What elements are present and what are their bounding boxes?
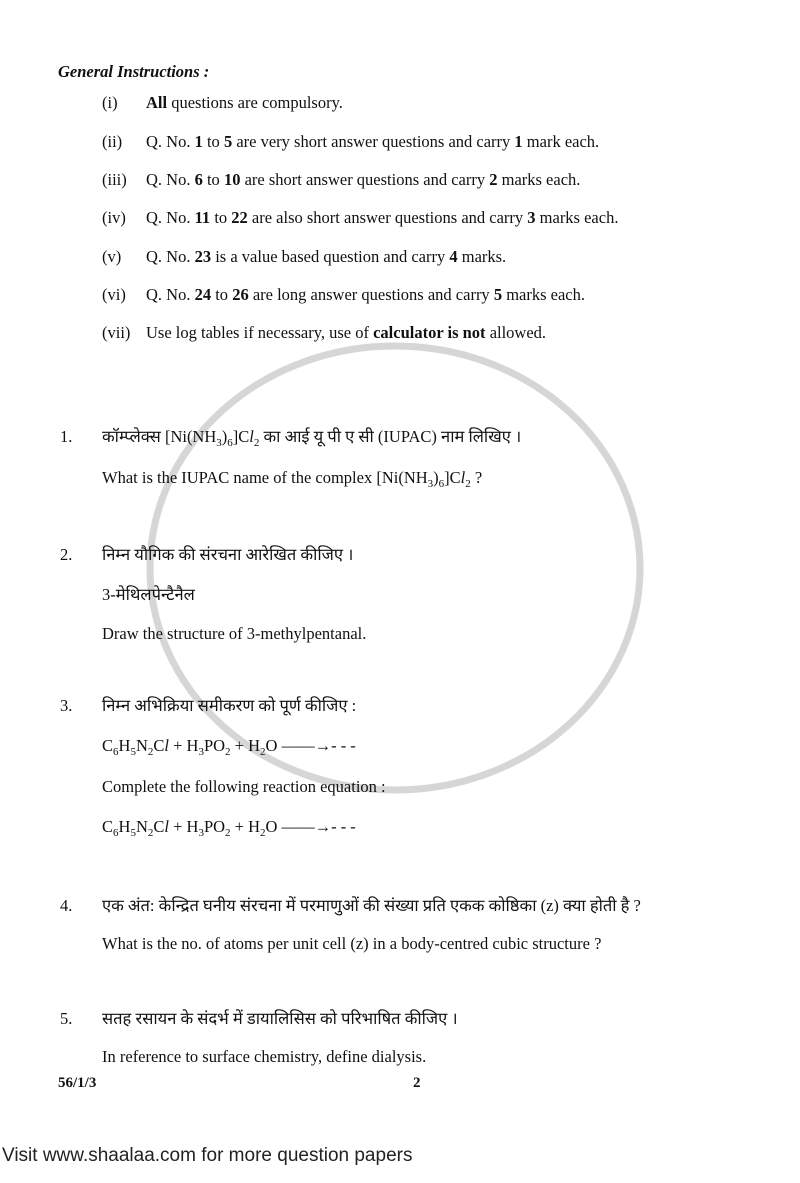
text-run: to bbox=[211, 285, 233, 304]
question-line bbox=[102, 585, 195, 605]
subscript: 6 bbox=[113, 827, 119, 839]
text-run: questions are compulsory. bbox=[167, 93, 343, 112]
text-run: O ——→- - - bbox=[265, 736, 356, 755]
text-run: PO bbox=[203, 736, 226, 755]
text-run: ) bbox=[433, 468, 439, 487]
text-run: ) bbox=[221, 427, 228, 446]
question-line bbox=[102, 777, 386, 797]
question-line bbox=[102, 817, 356, 837]
text-run: What is the IUPAC name of the complex [Ni(NH bbox=[102, 468, 428, 487]
text-run: marks each. bbox=[502, 285, 585, 304]
text-run: 11 bbox=[194, 208, 211, 227]
text-run: 6 bbox=[194, 170, 203, 189]
instruction-number: (vii) bbox=[102, 323, 131, 342]
general-instructions-heading: General Instructions : bbox=[58, 62, 210, 81]
question-line bbox=[102, 545, 353, 565]
instruction-number: (vi) bbox=[102, 285, 126, 304]
text-run: Complete the following reaction equation : bbox=[102, 777, 386, 796]
subscript: 2 bbox=[147, 746, 154, 758]
text-run: 3 bbox=[527, 208, 536, 227]
subscript: 2 bbox=[260, 827, 266, 839]
subscript: 5 bbox=[130, 746, 136, 758]
text-run: ]C bbox=[444, 468, 461, 487]
instruction-text bbox=[146, 247, 506, 267]
text-run: 26 bbox=[232, 285, 249, 304]
text-run: calculator is not bbox=[373, 323, 486, 342]
instruction-number: (v) bbox=[102, 247, 122, 266]
question-line bbox=[102, 468, 482, 488]
question-line bbox=[102, 934, 601, 954]
instruction-number: (ii) bbox=[102, 132, 123, 151]
text-run: Use log tables if necessary, use of bbox=[146, 323, 374, 342]
question-line bbox=[102, 1047, 426, 1067]
text-run: C bbox=[153, 817, 165, 836]
text-run: to bbox=[202, 132, 224, 151]
text-run: l bbox=[249, 427, 254, 446]
text-run: 24 bbox=[194, 285, 212, 304]
text-run: सतह रसायन के संदर्भ में डायालिसिस को परिभाषित कीजिए । bbox=[102, 1009, 458, 1028]
text-run: N bbox=[135, 736, 148, 755]
question-number: 5. bbox=[60, 1009, 73, 1028]
subscript: 3 bbox=[216, 437, 222, 449]
question-line bbox=[102, 736, 356, 756]
instruction-text bbox=[146, 93, 343, 113]
text-run: Q. No. bbox=[146, 170, 195, 189]
text-run: Draw the structure of 3-methylpentanal. bbox=[102, 624, 367, 643]
subscript: 2 bbox=[147, 827, 154, 839]
subscript: 2 bbox=[260, 746, 266, 758]
subscript: 6 bbox=[227, 437, 233, 449]
text-run: H bbox=[118, 817, 131, 836]
text-run: का आई यू पी ए सी (IUPAC) नाम लिखिए । bbox=[259, 427, 522, 446]
text-run: निम्न अभिक्रिया समीकरण को पूर्ण कीजिए : bbox=[102, 696, 357, 715]
text-run: l bbox=[164, 817, 169, 836]
text-run: are short answer questions and carry bbox=[240, 170, 490, 189]
text-run: marks each. bbox=[535, 208, 619, 227]
instruction-text bbox=[146, 132, 599, 152]
subscript: 2 bbox=[225, 827, 231, 839]
text-run: 4 bbox=[449, 247, 458, 266]
text-run: are long answer questions and carry bbox=[248, 285, 494, 304]
text-run: 22 bbox=[231, 208, 248, 227]
text-run: 5 bbox=[493, 285, 503, 304]
subscript: 3 bbox=[198, 827, 204, 839]
question-number: 2. bbox=[60, 545, 73, 564]
question-line bbox=[102, 427, 521, 447]
text-run: are very short answer questions and carry bbox=[232, 132, 515, 151]
question-number: 4. bbox=[60, 896, 73, 915]
text-run: 23 bbox=[194, 247, 212, 266]
text-run: is a value based question and carry bbox=[211, 247, 450, 266]
text-run: + H bbox=[168, 736, 199, 755]
instruction-number: (iii) bbox=[102, 170, 127, 189]
subscript: 3 bbox=[198, 746, 204, 758]
text-run: + H bbox=[230, 736, 261, 755]
text-run: Q. No. bbox=[146, 132, 195, 151]
instruction-text bbox=[146, 323, 546, 343]
question-line bbox=[102, 624, 366, 644]
page-number: 2 bbox=[413, 1075, 421, 1091]
text-run: PO bbox=[203, 817, 226, 836]
question-line bbox=[102, 696, 356, 716]
text-run: to bbox=[210, 208, 232, 227]
text-run: + H bbox=[168, 817, 199, 836]
text-run: N bbox=[135, 817, 148, 836]
text-run: 3-मेथिलपेन्टैनैल bbox=[102, 585, 195, 604]
text-run: allowed. bbox=[485, 323, 547, 342]
text-run: In reference to surface chemistry, define dialysis. bbox=[102, 1047, 427, 1066]
text-run: H bbox=[118, 736, 131, 755]
text-run: mark each. bbox=[522, 132, 600, 151]
subscript: 5 bbox=[130, 827, 136, 839]
instruction-text bbox=[146, 208, 618, 228]
text-run: C bbox=[102, 817, 114, 836]
text-run: Q. No. bbox=[146, 285, 195, 304]
instruction-text bbox=[146, 170, 580, 190]
instruction-number: (iv) bbox=[102, 208, 126, 227]
text-run: निम्न यौगिक की संरचना आरेखित कीजिए । bbox=[102, 545, 354, 564]
text-run: ]C bbox=[232, 427, 250, 446]
question-number: 3. bbox=[60, 696, 73, 715]
visit-link[interactable]: Visit www.shaalaa.com for more question papers bbox=[2, 1145, 413, 1166]
subscript: 2 bbox=[225, 746, 231, 758]
text-run: 5 bbox=[223, 132, 233, 151]
text-run: C bbox=[102, 736, 114, 755]
text-run: Q. No. bbox=[146, 247, 195, 266]
text-run: All bbox=[146, 93, 168, 112]
text-run: are also short answer questions and carry bbox=[247, 208, 528, 227]
text-run: कॉम्प्लेक्स [Ni(NH bbox=[102, 427, 217, 446]
subscript: 2 bbox=[465, 478, 471, 490]
text-run: 2 bbox=[489, 170, 498, 189]
text-run: l bbox=[164, 736, 169, 755]
text-run: 10 bbox=[223, 170, 241, 189]
text-run: to bbox=[202, 170, 224, 189]
text-run: marks. bbox=[457, 247, 507, 266]
text-run: marks each. bbox=[497, 170, 581, 189]
text-run: What is the no. of atoms per unit cell (z) in a body-centred cubic structure ? bbox=[102, 934, 602, 953]
text-run: 1 bbox=[194, 132, 203, 151]
question-number: 1. bbox=[60, 427, 73, 446]
text-run: एक अंत: केन्द्रित घनीय संरचना में परमाणुओं की संख्या प्रति एकक कोष्ठिका (z) क्या होती है ? bbox=[102, 896, 641, 915]
text-run: l bbox=[460, 468, 466, 487]
text-run: + H bbox=[230, 817, 261, 836]
text-run: 1 bbox=[514, 132, 523, 151]
question-line bbox=[102, 1009, 458, 1029]
text-run: O ——→- - - bbox=[265, 817, 356, 836]
text-run: Q. No. bbox=[146, 208, 195, 227]
instruction-text bbox=[146, 285, 585, 305]
text-run: ? bbox=[470, 468, 483, 487]
subscript: 3 bbox=[427, 478, 434, 490]
question-line bbox=[102, 896, 641, 916]
paper-code: 56/1/3 bbox=[58, 1075, 97, 1091]
subscript: 2 bbox=[253, 437, 260, 449]
subscript: 6 bbox=[113, 746, 119, 758]
instruction-number: (i) bbox=[102, 93, 118, 112]
text-run: C bbox=[153, 736, 165, 755]
subscript: 6 bbox=[438, 478, 445, 490]
